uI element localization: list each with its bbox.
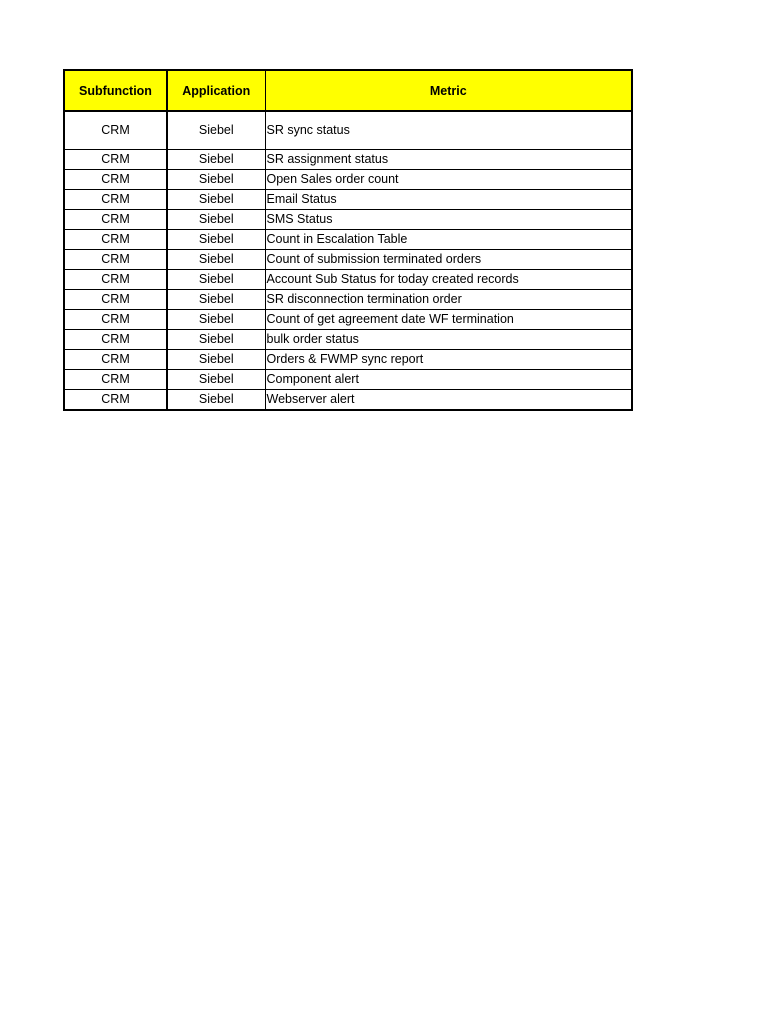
metric-cell: Component alert bbox=[265, 370, 632, 390]
application-cell: Siebel bbox=[167, 150, 265, 170]
application-cell: Siebel bbox=[167, 210, 265, 230]
metric-cell: Count in Escalation Table bbox=[265, 230, 632, 250]
application-cell: Siebel bbox=[167, 270, 265, 290]
subfunction-cell: CRM bbox=[64, 370, 167, 390]
application-cell: Siebel bbox=[167, 111, 265, 150]
header-application: Application bbox=[167, 70, 265, 111]
table-row bbox=[64, 330, 632, 350]
header-subfunction: Subfunction bbox=[64, 70, 167, 111]
table-row bbox=[64, 370, 632, 390]
subfunction-cell: CRM bbox=[64, 390, 167, 411]
subfunction-cell: CRM bbox=[64, 310, 167, 330]
metric-cell: bulk order status bbox=[265, 330, 632, 350]
metric-cell: SR sync status bbox=[265, 111, 632, 150]
table-row bbox=[64, 230, 632, 250]
table-row bbox=[64, 350, 632, 370]
application-cell: Siebel bbox=[167, 250, 265, 270]
subfunction-cell: CRM bbox=[64, 350, 167, 370]
table-row bbox=[64, 270, 632, 290]
metric-cell: SR disconnection termination order bbox=[265, 290, 632, 310]
application-cell: Siebel bbox=[167, 330, 265, 350]
metric-cell: Account Sub Status for today created records bbox=[265, 270, 632, 290]
metric-cell: Orders & FWMP sync report bbox=[265, 350, 632, 370]
metric-cell: Count of get agreement date WF termination bbox=[265, 310, 632, 330]
metric-cell: SR assignment status bbox=[265, 150, 632, 170]
application-cell: Siebel bbox=[167, 290, 265, 310]
metric-cell: Email Status bbox=[265, 190, 632, 210]
subfunction-cell: CRM bbox=[64, 150, 167, 170]
subfunction-cell: CRM bbox=[64, 190, 167, 210]
application-cell: Siebel bbox=[167, 390, 265, 411]
application-cell: Siebel bbox=[167, 310, 265, 330]
table-row bbox=[64, 210, 632, 230]
application-cell: Siebel bbox=[167, 370, 265, 390]
application-cell: Siebel bbox=[167, 190, 265, 210]
subfunction-cell: CRM bbox=[64, 230, 167, 250]
table-row bbox=[64, 390, 632, 411]
table-row bbox=[64, 111, 632, 150]
application-cell: Siebel bbox=[167, 350, 265, 370]
subfunction-cell: CRM bbox=[64, 250, 167, 270]
application-cell: Siebel bbox=[167, 230, 265, 250]
table-header-row bbox=[64, 70, 632, 111]
header-metric: Metric bbox=[265, 70, 632, 111]
table-row bbox=[64, 170, 632, 190]
subfunction-cell: CRM bbox=[64, 330, 167, 350]
metric-cell: Webserver alert bbox=[265, 390, 632, 411]
subfunction-cell: CRM bbox=[64, 270, 167, 290]
metric-cell: Count of submission terminated orders bbox=[265, 250, 632, 270]
table-row bbox=[64, 190, 632, 210]
subfunction-cell: CRM bbox=[64, 210, 167, 230]
application-cell: Siebel bbox=[167, 170, 265, 190]
table-row bbox=[64, 290, 632, 310]
table-row bbox=[64, 250, 632, 270]
metric-cell: SMS Status bbox=[265, 210, 632, 230]
metric-cell: Open Sales order count bbox=[265, 170, 632, 190]
subfunction-cell: CRM bbox=[64, 170, 167, 190]
table-row bbox=[64, 150, 632, 170]
subfunction-cell: CRM bbox=[64, 111, 167, 150]
subfunction-cell: CRM bbox=[64, 290, 167, 310]
metrics-table bbox=[63, 69, 633, 411]
table-row bbox=[64, 310, 632, 330]
